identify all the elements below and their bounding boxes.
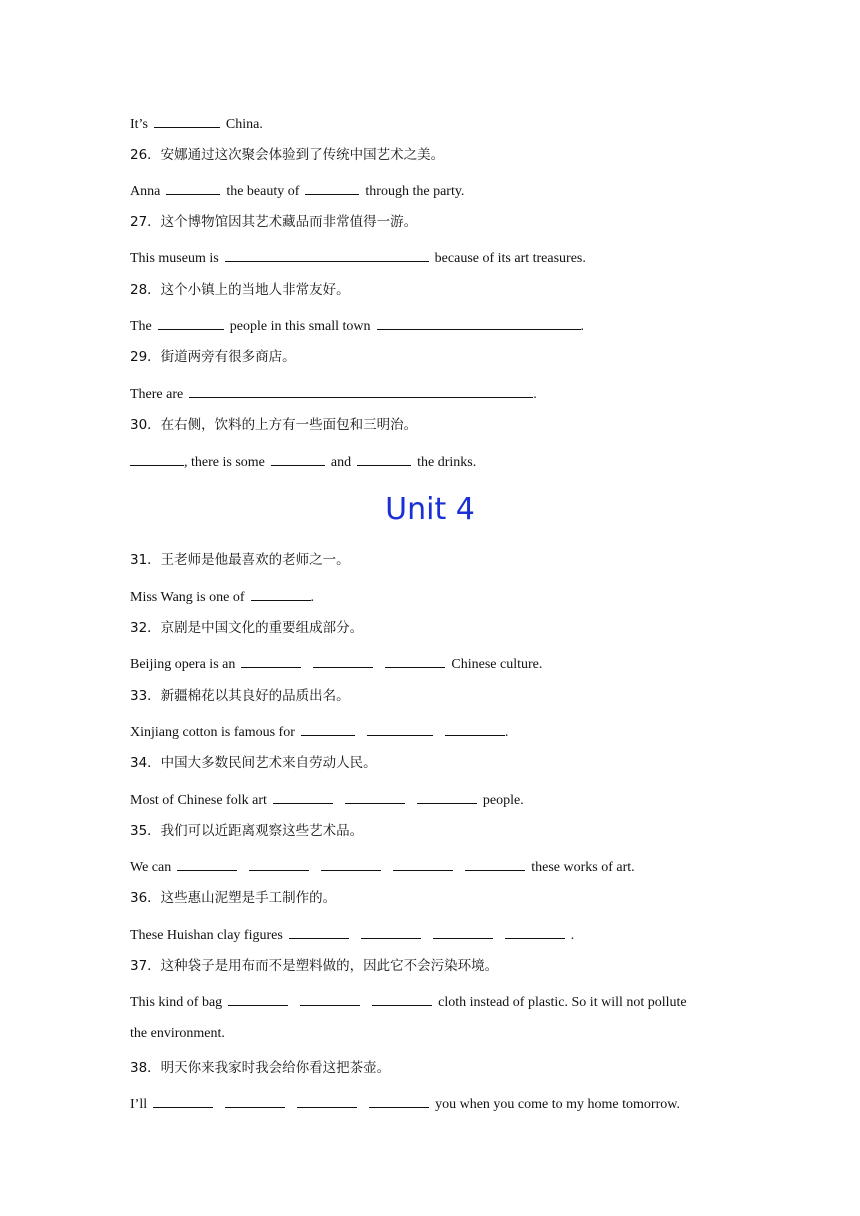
item-27-english [130,248,586,267]
item-36-english [130,925,574,944]
answer-blank[interactable] [313,654,373,668]
answer-blank[interactable] [273,790,333,804]
text: . [533,387,537,402]
text: These Huishan clay figures [130,928,283,943]
answer-blank[interactable] [189,384,533,398]
item-38-chinese: 38．明天你来我家时我会给你看这把茶壶。 [130,1060,391,1076]
item-30-english [130,452,476,471]
text: . [504,725,509,740]
item-28-english [130,316,584,335]
answer-blank[interactable] [225,1094,285,1108]
answer-blank[interactable] [369,1094,429,1108]
text: Xinjiang cotton is famous for [130,725,295,740]
item-37-chinese: 37．这种袋子是用布而不是塑料做的，因此它不会污染环境。 [130,958,499,974]
item-29-english [130,384,537,403]
text: people in this small town [229,319,371,334]
item-34-english [130,790,524,809]
answer-blank[interactable] [321,857,381,871]
answer-blank[interactable] [367,722,433,736]
answer-blank[interactable] [177,857,237,871]
answer-blank[interactable] [505,925,565,939]
item-32-english [130,654,542,673]
text: Most of Chinese folk art [130,793,267,808]
text: Beijing opera is an [130,657,236,672]
item-33-chinese: 33．新疆棉花以其良好的品质出名。 [130,688,350,704]
answer-blank[interactable] [166,181,220,195]
answer-blank[interactable] [361,925,421,939]
answer-blank[interactable] [271,452,325,466]
item-30-chinese: 30．在右侧，饮料的上方有一些面包和三明治。 [130,417,418,433]
item-37-english [130,992,687,1011]
item-37-english-continued: the environment. [130,1026,225,1041]
text: the drinks. [417,455,477,470]
text: Anna [130,184,161,199]
item-35-english [130,857,635,876]
answer-blank[interactable] [251,587,311,601]
item-26-english [130,181,464,200]
answer-blank[interactable] [249,857,309,871]
item-34-chinese: 34．中国大多数民间艺术来自劳动人民。 [130,755,377,771]
answer-blank[interactable] [297,1094,357,1108]
text: , there is some [184,455,265,470]
text: and [330,455,352,470]
text: This museum is [130,251,219,266]
text: . [580,319,585,334]
text: It’s [130,117,148,132]
text: through the party. [365,184,465,199]
answer-blank[interactable] [465,857,525,871]
answer-blank[interactable] [289,925,349,939]
item-33-english [130,722,508,741]
text: cloth instead of plastic. So it will not pollute [438,995,687,1010]
text: Chinese culture. [451,657,543,672]
text: China. [225,117,263,132]
answer-blank[interactable] [130,452,184,466]
item-28-chinese: 28．这个小镇上的当地人非常友好。 [130,282,350,298]
answer-blank[interactable] [393,857,453,871]
answer-blank[interactable] [241,654,301,668]
answer-blank[interactable] [377,316,581,330]
text: There are [130,387,184,402]
item-25-english [130,114,263,133]
text: I’ll [130,1097,148,1112]
item-31-english [130,587,314,606]
text: because of its art treasures. [434,251,586,266]
answer-blank[interactable] [445,722,505,736]
text: This kind of bag [130,995,223,1010]
item-29-chinese: 29．街道两旁有很多商店。 [130,349,296,365]
item-31-chinese: 31．王老师是他最喜欢的老师之一。 [130,552,350,568]
answer-blank[interactable] [153,1094,213,1108]
text: the beauty of [226,184,300,199]
text: Miss Wang is one of [130,590,245,605]
answer-blank[interactable] [228,992,288,1006]
answer-blank[interactable] [301,722,355,736]
item-32-chinese: 32．京剧是中国文化的重要组成部分。 [130,620,364,636]
item-35-chinese: 35．我们可以近距离观察这些艺术品。 [130,823,364,839]
item-26-chinese: 26．安娜通过这次聚会体验到了传统中国艺术之美。 [130,147,445,163]
item-27-chinese: 27．这个博物馆因其艺术藏品而非常值得一游。 [130,214,418,230]
answer-blank[interactable] [300,992,360,1006]
answer-blank[interactable] [158,316,224,330]
text: . [570,928,575,943]
text: people. [482,793,524,808]
item-38-english [130,1094,680,1113]
answer-blank[interactable] [357,452,411,466]
unit-heading: Unit 4 [385,492,475,527]
answer-blank[interactable] [385,654,445,668]
answer-blank[interactable] [225,248,429,262]
answer-blank[interactable] [345,790,405,804]
answer-blank[interactable] [305,181,359,195]
text: We can [130,860,172,875]
answer-blank[interactable] [154,114,220,128]
item-36-chinese: 36．这些惠山泥塑是手工制作的。 [130,890,337,906]
answer-blank[interactable] [372,992,432,1006]
answer-blank[interactable] [433,925,493,939]
text: you when you come to my home tomorrow. [435,1097,680,1112]
answer-blank[interactable] [417,790,477,804]
text: . [310,590,315,605]
text: The [130,319,152,334]
text: these works of art. [531,860,635,875]
